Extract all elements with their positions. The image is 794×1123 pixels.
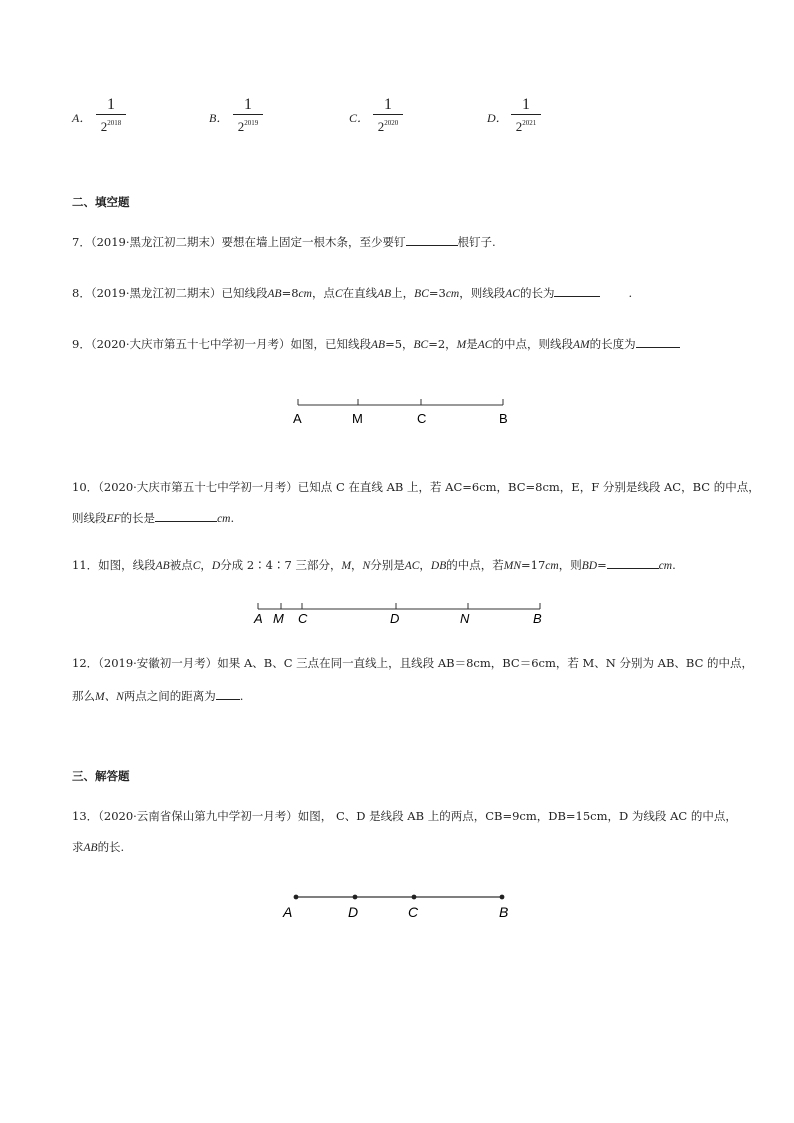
numerator: 1 [522, 96, 530, 113]
point-label-a: A [283, 904, 293, 920]
answer-blank [216, 688, 240, 700]
answer-blank [607, 557, 659, 569]
option-letter: D． [487, 111, 508, 125]
point-label-c: C [408, 904, 419, 920]
question-9: 9．（2020·大庆市第五十七中学初一月考）如图，已知线段AB=5，BC=2，M是AC的中点，则线段AM的长度为 [72, 336, 680, 352]
answer-blank [554, 285, 600, 297]
denominator: $2^{2019}$ [237, 119, 259, 134]
figure-13-segment [280, 888, 520, 924]
numerator: 1 [107, 96, 115, 113]
fraction [231, 97, 265, 134]
answer-blank [636, 336, 680, 348]
point-label-n: N [460, 611, 470, 626]
question-10-line-2: 则线段EF的长是 cm. [72, 511, 235, 525]
question-7: 7．（2019·黑龙江初二期末）要想在墙上固定一根木条，至少要钉 根钉子. [72, 235, 496, 249]
numerator: 1 [244, 96, 252, 113]
question-8: 8．（2019·黑龙江初二期末）已知线段AB=8cm，点C在直线AB上，BC=3cm，则线段AC的长为 . [72, 286, 633, 300]
denominator: $2^{2021}$ [515, 119, 537, 134]
point-label-d: D [390, 611, 400, 626]
point-label-m: M [352, 411, 363, 426]
fraction [371, 97, 405, 134]
fraction [94, 97, 128, 134]
option-letter: C． [349, 111, 370, 125]
question-13-line-2: 求AB的长. [72, 840, 125, 854]
answer-blank [406, 234, 458, 246]
answer-blank [155, 510, 217, 522]
question-11: 11．如图，线段AB被点C，D分成 2∶4∶7 三部分，M，N分别是AC，DB的中点，若MN=17cm，则BD= cm. [72, 558, 676, 572]
option-letter: B． [209, 111, 229, 125]
question-12-line-1: 12．（2019·安徽初一月考）如果 A、B、C 三点在同一直线上，且线段 AB＝8cm，BC＝6cm，若 M、N 分别为 AB、BC 的中点， [72, 656, 754, 670]
point-label-b: B [499, 904, 509, 920]
point-label-c: C [417, 411, 427, 426]
point-label-b: B [499, 411, 508, 426]
section-heading: 二、填空题 [72, 195, 130, 209]
point-label-c: C [298, 611, 308, 626]
question-12-line-2: 那么M、N两点之间的距离为 . [72, 689, 244, 703]
point-label-d: D [348, 904, 359, 920]
denominator: $2^{2020}$ [377, 119, 399, 134]
numerator: 1 [384, 96, 392, 113]
figure-11-segment [250, 600, 550, 630]
fraction [509, 97, 543, 134]
section-heading: 三、解答题 [72, 769, 130, 783]
point-label-a: A [254, 611, 263, 626]
denominator: $2^{2018}$ [100, 119, 122, 134]
point-label-m: M [273, 611, 284, 626]
question-10-line-1: 10．（2020·大庆市第五十七中学初一月考）已知点 C 在直线 AB 上，若 AC=6cm，BC=8cm，E，F 分别是线段 AC，BC 的中点， [72, 480, 760, 494]
option-letter: A． [72, 111, 92, 125]
point-label-a: A [293, 411, 302, 426]
point-label-b: B [533, 611, 542, 626]
figure-9-segment [288, 396, 518, 428]
question-13-line-1: 13．（2020·云南省保山第九中学初一月考）如图， C、D 是线段 AB 上的两点，CB=9cm，DB=15cm，D 为线段 AC 的中点， [72, 809, 737, 823]
